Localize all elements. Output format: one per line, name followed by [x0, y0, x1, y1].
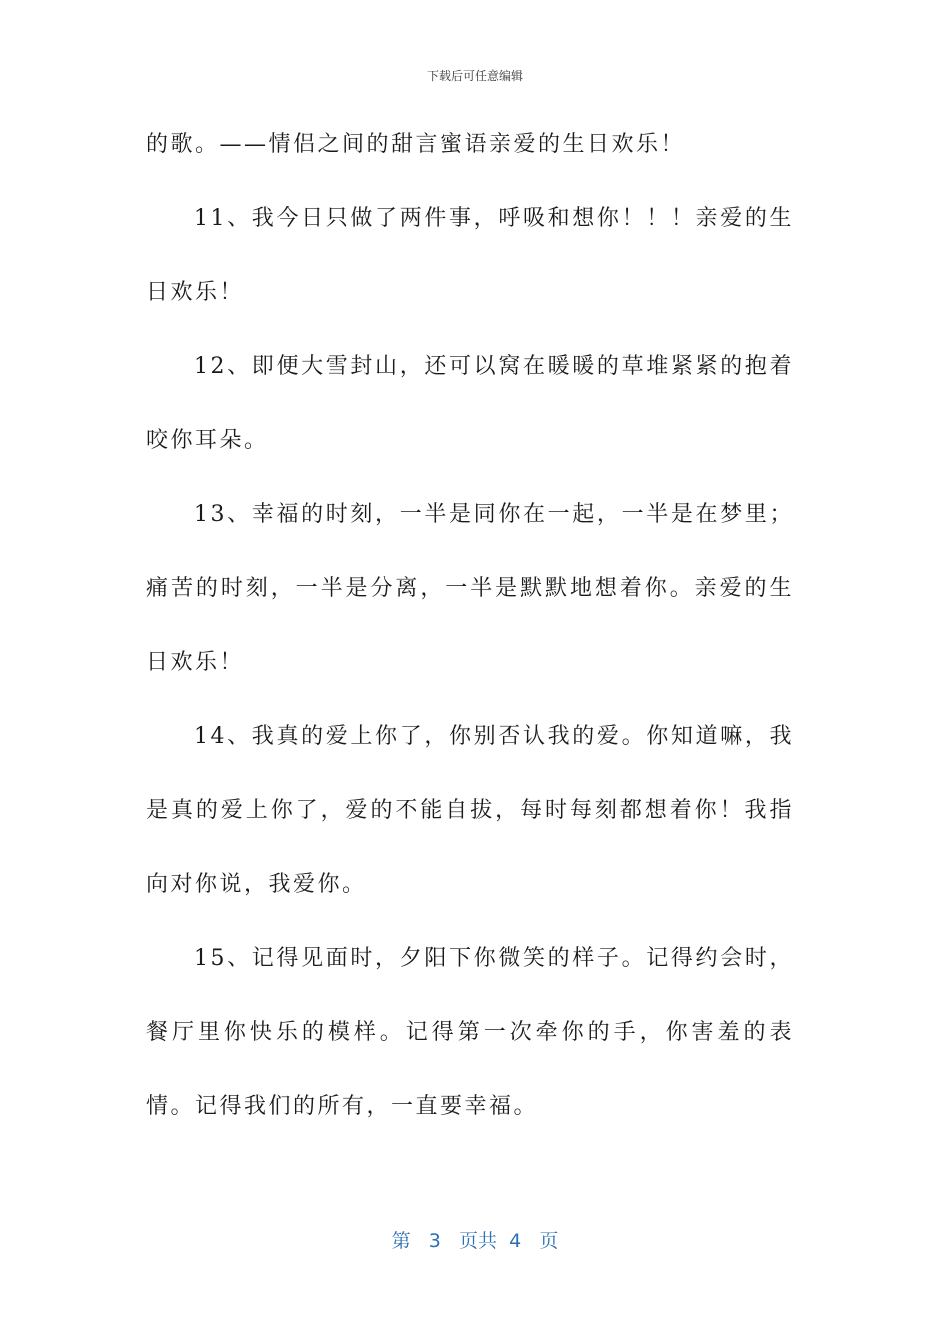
current-page-number: 3 — [428, 1230, 441, 1252]
paragraph: 11、我今日只做了两件事，呼吸和想你！！！亲爱的生日欢乐！ — [146, 206, 794, 305]
page-header — [0, 67, 950, 84]
paragraph: 12、即便大雪封山，还可以窝在暖暖的草堆紧紧的抱着咬你耳朵。 — [146, 354, 794, 453]
paragraph: 的歌。——情侣之间的甜言蜜语亲爱的生日欢乐！ — [146, 132, 686, 157]
footer-middle: 页共 — [459, 1230, 498, 1252]
header-text: 下载后可任意编辑 — [426, 69, 523, 83]
total-pages-number: 4 — [509, 1230, 522, 1252]
document-body — [146, 108, 794, 1144]
page-footer — [0, 1226, 950, 1253]
footer-prefix: 第 — [391, 1230, 411, 1252]
paragraph: 13、幸福的时刻，一半是同你在一起，一半是在梦里；痛苦的时刻，一半是分离，一半是默默地想着你。亲爱的生日欢乐！ — [146, 502, 794, 675]
footer-suffix: 页 — [539, 1230, 559, 1252]
paragraph: 14、我真的爱上你了，你别否认我的爱。你知道嘛，我是真的爱上你了，爱的不能自拔，每时每刻都想着你！我指向对你说，我爱你。 — [146, 724, 794, 897]
paragraph: 15、记得见面时，夕阳下你微笑的样子。记得约会时，餐厅里你快乐的模样。记得第一次牵你的手，你害羞的表情。记得我们的所有，一直要幸福。 — [146, 946, 794, 1119]
